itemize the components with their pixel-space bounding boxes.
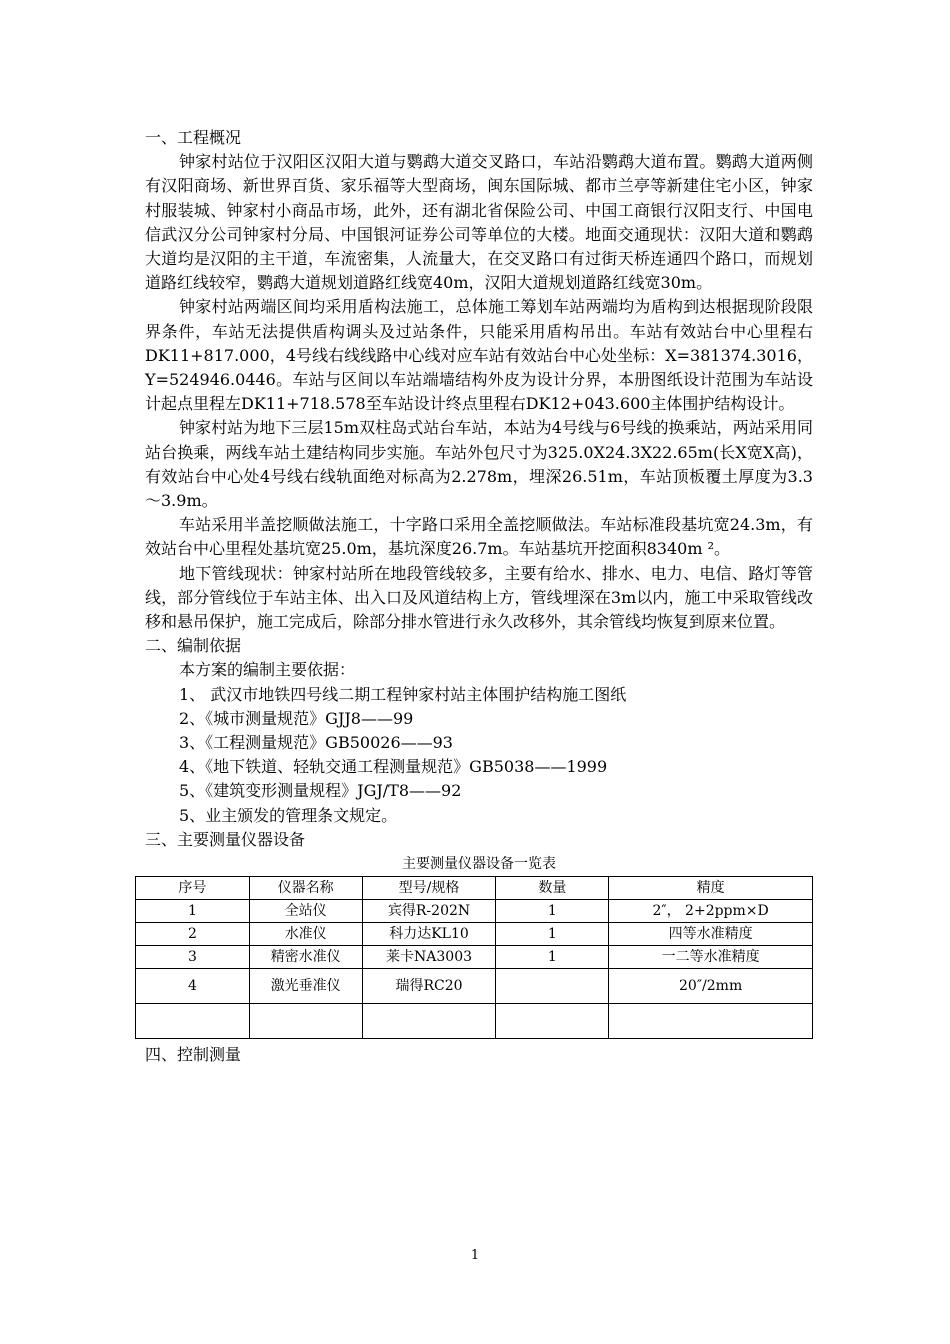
table-row-empty [136,1004,813,1039]
table-cell: 1 [136,900,250,923]
section-1-paragraph-4: 车站采用半盖挖顺做法施工，十字路口采用全盖挖顺做法。车站标准段基坑宽24.3m，有效站台中心里程处基坑宽25.0m，基坑深度26.7m。车站基坑开挖面积8340m ²。 [145,515,813,559]
basis-list-item: 1、 武汉市地铁四号线二期工程钟家村站主体围护结构施工图纸 [179,684,627,704]
table-cell [136,1004,250,1039]
basis-list-item: 2、《城市测量规范》GJJ8——99 [179,708,414,728]
table-cell: 1 [496,946,609,969]
header-cell: 数量 [496,877,609,900]
table-cell [249,1004,362,1039]
table-cell: 2 [136,923,250,946]
table-cell: 宾得R-202N [362,900,496,923]
table-row [136,923,813,946]
table-cell: 3 [136,946,250,969]
header-cell: 序号 [136,877,250,900]
table-cell [609,1004,813,1039]
instrument-table [135,876,813,1039]
table-cell: 1 [496,900,609,923]
table-cell [496,1004,609,1039]
table-cell: 一二等水准精度 [609,946,813,969]
table-caption: 主要测量仪器设备一览表 [402,856,556,873]
table-cell: 莱卡NA3003 [362,946,496,969]
section-1-title: 一、工程概况 [145,128,242,147]
table-cell: 科力达KL10 [362,923,496,946]
section-1-paragraph-2: 钟家村站两端区间均采用盾构法施工，总体施工筹划车站两端均为盾构到达根据现阶段限界条件，车站无法提供盾构调头及过站条件，只能采用盾构吊出。车站有效站台中心里程右DK11+817.000，4号线右线线路中心线对应车站有效站台中心处坐标：X=381374.3016，Y=524946.0446。车站与区间以车站端墙结构外皮为设计分界，本册图纸设计范围为车站设计起点里程左DK11+718.578至车站设计终点里程右DK12+043.600主体围护结构设计。 [145,297,813,414]
section-1-paragraph-5: 地下管线现状：钟家村站所在地段管线较多，主要有给水、排水、电力、电信、路灯等管线，部分管线位于车站主体、出入口及风道结构上方，管线埋深在3m以内，施工中采取管线改移和悬吊保护，施工完成后，除部分排水管进行永久改移外，其余管线均恢复到原来位置。 [145,563,813,632]
table-cell: 1 [496,923,609,946]
section-1-paragraph-1: 钟家村站位于汉阳区汉阳大道与鹦鹉大道交叉路口，车站沿鹦鹉大道布置。鹦鹉大道两侧有汉阳商场、新世界百货、家乐福等大型商场，闽东国际城、都市兰亭等新建住宅小区，钟家村服装城、钟家村小商品市场，此外，还有湖北省保险公司、中国工商银行汉阳支行、中国电信武汉分公司钟家村分局、中国银河证券公司等单位的大楼。地面交通现状：汉阳大道和鹦鹉大道均是汉阳的主干道，车流密集，人流量大，在交叉路口有过街天桥连通四个路口，而规划道路红线较窄，鹦鹉大道规划道路红线宽40m，汉阳大道规划道路红线宽30m。 [145,152,813,293]
table-cell: 水准仪 [249,923,362,946]
header-cell: 仪器名称 [249,877,362,900]
table-cell: 四等水准精度 [609,923,813,946]
table-cell: 4 [136,969,250,1004]
table-cell: 精密水准仪 [249,946,362,969]
header-cell: 型号/规格 [362,877,496,900]
table-cell: 瑞得RC20 [362,969,496,1004]
section-3-title: 三、主要测量仪器设备 [145,829,306,849]
table-cell [496,969,609,1004]
section-4-title: 四、控制测量 [145,1045,242,1065]
section-2-intro: 本方案的编制主要依据： [179,660,356,680]
basis-list-item: 5、业主颁发的管理条文规定。 [179,805,398,825]
basis-list-item: 4、《地下铁道、轻轨交通工程测量规范》GB5038——1999 [179,757,608,777]
page-number: 1 [470,1248,480,1263]
table-row [136,900,813,923]
section-1-paragraph-3: 钟家村站为地下三层15m双柱岛式站台车站，本站为4号线与6号线的换乘站，两站采用同站台换乘，两线车站土建结构同步实施。车站外包尺寸为325.0X24.3X22.65m(长X宽X高)，有效站台中心处4号线右线轨面绝对标高为2.278m，埋深26.51m，车站顶板覆土厚度为3.3～3.9m。 [145,418,813,511]
table-cell [362,1004,496,1039]
table-row [136,946,813,969]
header-cell: 精度 [609,877,813,900]
table-cell: 激光垂准仪 [249,969,362,1004]
page-content [145,126,813,1067]
table-row [136,969,813,1004]
table-header-row [136,877,813,900]
basis-list-item: 3、《工程测量规范》GB50026——93 [179,733,453,753]
table-cell: 2″， 2+2ppm×D [609,900,813,923]
table-cell: 20″/2mm [609,969,813,1004]
basis-list-item: 5、《建筑变形测量规程》JGJ/T8——92 [179,781,462,801]
table-cell: 全站仪 [249,900,362,923]
section-2-title: 二、编制依据 [145,636,242,656]
